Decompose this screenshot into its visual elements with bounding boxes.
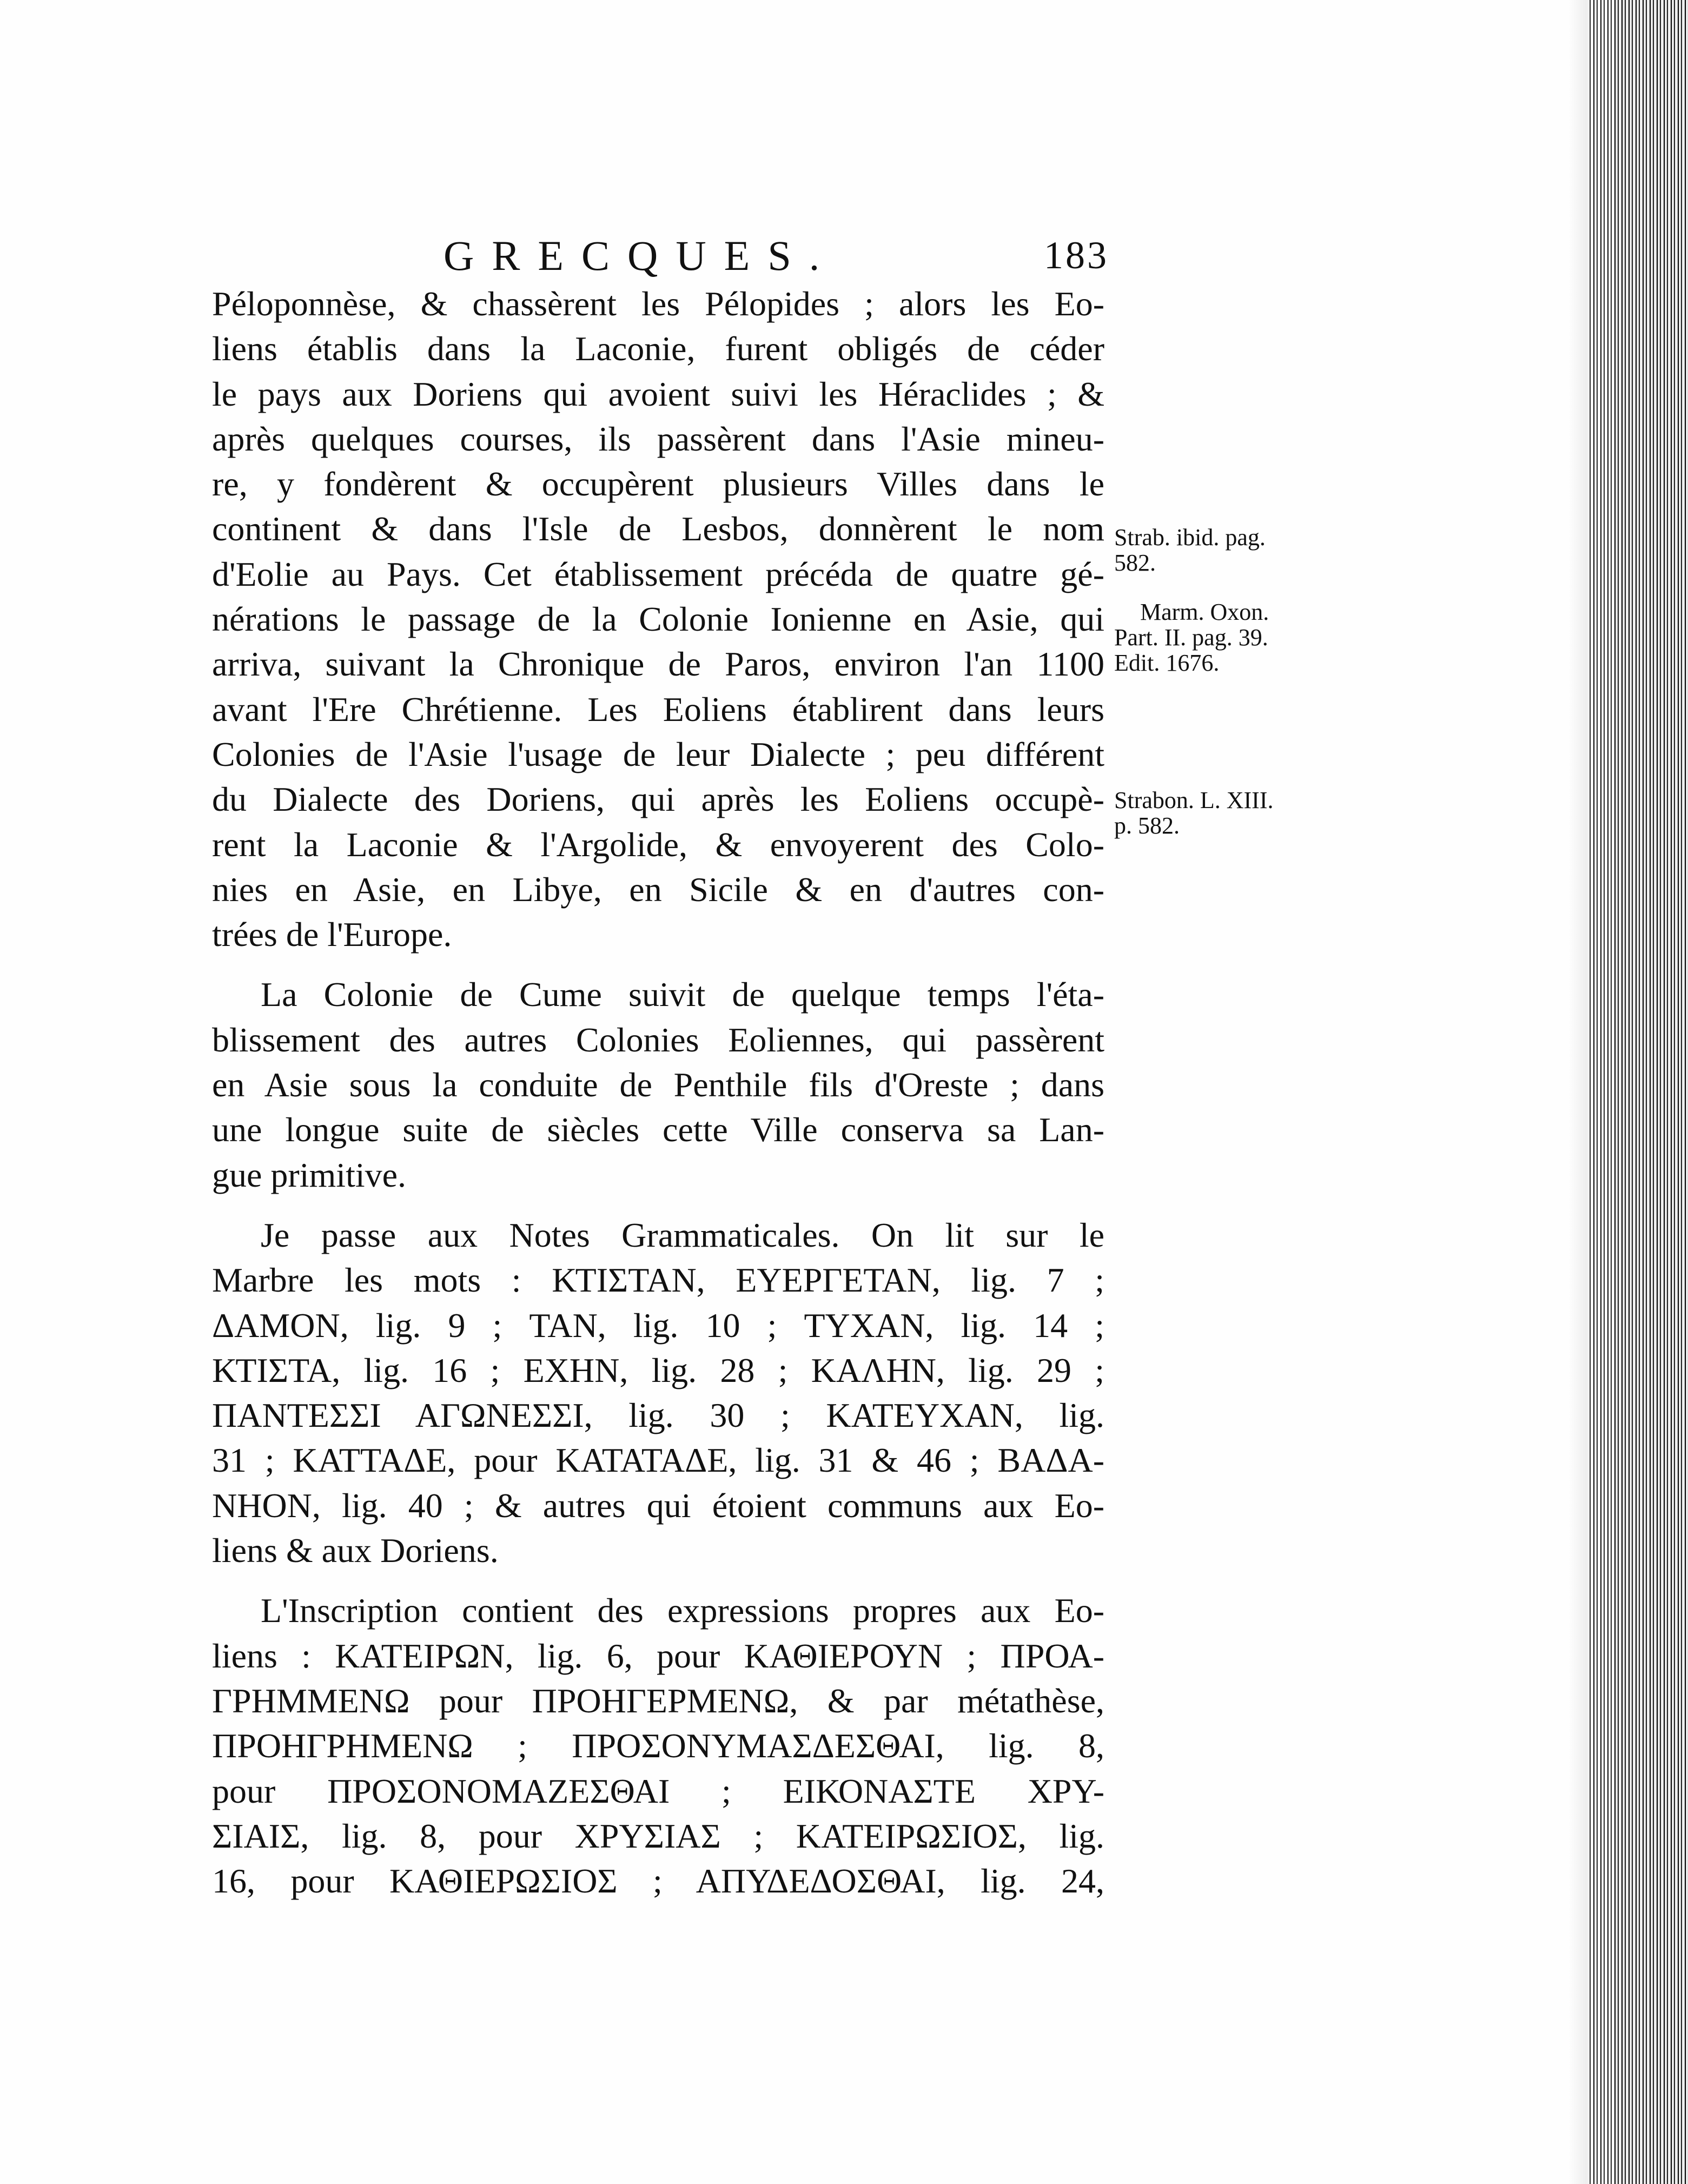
text-line: Marbre les mots : ΚΤΙΣΤΑΝ, ΕΥΕΡΓΕΤΑΝ, lig. 7 ; (212, 1261, 1104, 1300)
paragraph-4 (212, 1588, 1104, 1903)
text-line: continent & dans l'Isle de Lesbos, donnèrent le nom (212, 509, 1104, 548)
note-line: Strab. ibid. pag. (1114, 524, 1266, 551)
text-line: ΓΡΗΜΜΕΝΩ pour ΠΡΟΗΓΕΡΜΕΝΩ, & par métathèse, (212, 1681, 1104, 1720)
text-line: re, y fondèrent & occupèrent plusieurs Villes dans le (212, 465, 1104, 504)
paragraph-1 (212, 281, 1104, 957)
note-line: Edit. 1676. (1114, 650, 1220, 676)
text-line: rent la Laconie & l'Argolide, & envoyerent des Colo- (212, 825, 1104, 864)
text-line: pour ΠΡΟΣΟΝΟΜΑΖΕΣΘΑΙ ; ΕΙΚΟΝΑΣΤΕ ΧΡΥ- (212, 1771, 1104, 1810)
text-line: liens : ΚΑΤΕΙΡΩΝ, lig. 6, pour ΚΑΘΙΕΡΟΥΝ ; ΠΡΟΑ- (212, 1636, 1104, 1675)
text-line: ΠΡΟΗΓΡΗΜΕΝΩ ; ΠΡΟΣΟΝΥΜΑΣΔΕΣΘΑΙ, lig. 8, (212, 1726, 1104, 1765)
text-line: trées de l'Europe. (212, 915, 452, 954)
text-line: 31 ; ΚΑΤΤΑΔΕ, pour ΚΑΤΑΤΑΔΕ, lig. 31 & 46 ; ΒΑΔΑ- (212, 1441, 1104, 1480)
text-line: ΚΤΙΣΤΑ, lig. 16 ; ΕΧΗΝ, lig. 28 ; ΚΑΛΗΝ, lig. 29 ; (212, 1351, 1104, 1389)
text-line: ΠΑΝΤΕΣΣΙ ΑΓΩΝΕΣΣΙ, lig. 30 ; ΚΑΤΕΥΧΑΝ, lig. (212, 1396, 1104, 1435)
text-line: le pays aux Doriens qui avoient suivi les Héraclides ; & (212, 374, 1104, 413)
paragraph-gap (212, 1573, 1104, 1588)
note-line: Part. II. pag. 39. (1114, 624, 1268, 651)
text-line: Je passe aux Notes Grammaticales. On lit sur le (261, 1215, 1104, 1254)
note-line: Marm. Oxon. (1140, 599, 1269, 625)
page-number: 183 (1044, 234, 1109, 277)
text-line: une longue suite de siècles cette Ville conserva sa Lan- (212, 1110, 1104, 1149)
note-line: 582. (1114, 550, 1156, 576)
paragraph-2 (212, 972, 1104, 1197)
text-line: du Dialecte des Doriens, qui après les Eoliens occupè- (212, 780, 1104, 819)
text-line: gue primitive. (212, 1155, 407, 1194)
text-line: ΔΑΜΟΝ, lig. 9 ; ΤΑΝ, lig. 10 ; ΤΥΧΑΝ, lig. 14 ; (212, 1306, 1104, 1345)
body-text (212, 281, 1104, 1903)
text-line: avant l'Ere Chrétienne. Les Eoliens établirent dans leurs (212, 690, 1104, 729)
text-line: en Asie sous la conduite de Penthile fils d'Oreste ; dans (212, 1065, 1104, 1104)
page-edges-stack (1587, 0, 1688, 2184)
paragraph-gap (212, 957, 1104, 972)
text-line: d'Eolie au Pays. Cet établissement précéda de quatre gé- (212, 554, 1104, 593)
text-line: nérations le passage de la Colonie Ionienne en Asie, qui (212, 600, 1104, 639)
text-line: 16, pour ΚΑΘΙΕΡΩΣΙΟΣ ; ΑΠΥΔΕΔΟΣΘΑΙ, lig. 24, (212, 1862, 1104, 1901)
text-line: nies en Asie, en Libye, en Sicile & en d'autres con- (212, 870, 1104, 909)
note-line: p. 582. (1114, 812, 1180, 839)
text-line: Colonies de l'Asie l'usage de leur Dialecte ; peu différent (212, 734, 1104, 773)
margin-note-strabo-ibid (1114, 525, 1330, 575)
running-head: GRECQUES. (443, 232, 838, 279)
text-line: après quelques courses, ils passèrent dans l'Asie mineu- (212, 419, 1104, 458)
margin-note-marm-oxon (1114, 599, 1330, 676)
text-line: ΣΙΑΙΣ, lig. 8, pour ΧΡΥΣΙΑΣ ; ΚΑΤΕΙΡΩΣΙΟΣ, lig. (212, 1816, 1104, 1855)
text-line: blissement des autres Colonies Eoliennes, qui passèrent (212, 1020, 1104, 1059)
note-line: Strabon. L. XIII. (1114, 787, 1274, 813)
text-line: liens établis dans la Laconie, furent obligés de céder (212, 329, 1104, 368)
margin-note-strabon (1114, 787, 1330, 838)
text-line: liens & aux Doriens. (212, 1531, 499, 1570)
paragraph-3 (212, 1213, 1104, 1573)
page-header (211, 230, 1109, 281)
text-line: Péloponnèse, & chassèrent les Pélopides ; alors les Eo- (212, 284, 1104, 323)
text-line: ΝΗΟΝ, lig. 40 ; & autres qui étoient communs aux Eo- (212, 1486, 1104, 1525)
text-line: La Colonie de Cume suivit de quelque temps l'éta- (261, 975, 1104, 1014)
text-line: L'Inscription contient des expressions propres aux Eo- (261, 1591, 1104, 1630)
paragraph-gap (212, 1197, 1104, 1213)
text-line: arriva, suivant la Chronique de Paros, environ l'an 1100 (212, 645, 1104, 684)
